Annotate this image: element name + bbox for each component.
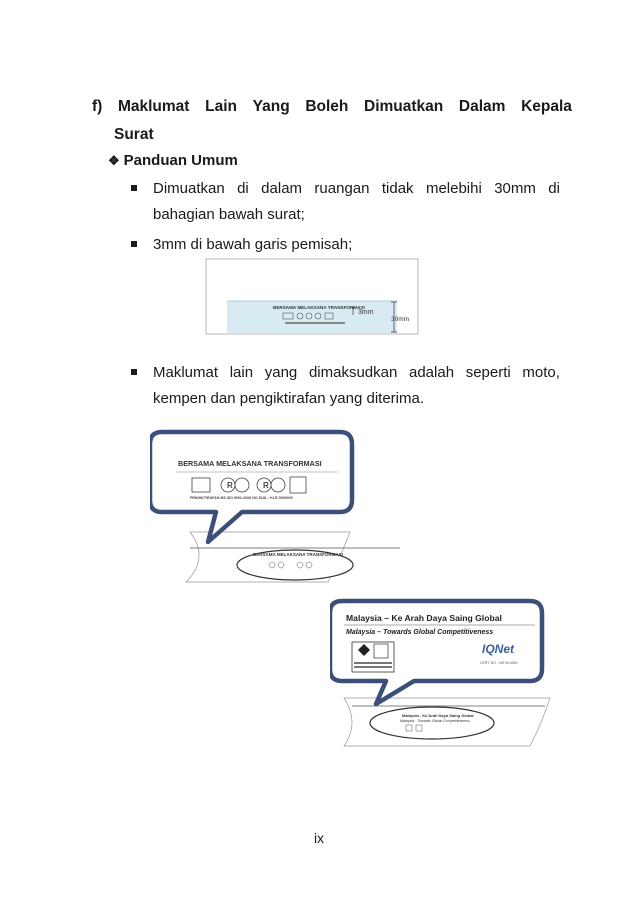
page-number: ix	[313, 830, 325, 846]
bullet-1-line-1	[153, 176, 560, 202]
bullet-3-word: lain	[229, 364, 254, 381]
subsection-title	[108, 152, 238, 169]
heading-word: Lain	[205, 98, 237, 115]
bullet-3-line-1	[153, 360, 560, 386]
square-bullet-icon	[131, 185, 137, 191]
bullet-3-word: seperti	[465, 364, 511, 381]
highlight-ellipse	[370, 707, 494, 739]
small-title: BERSAMA MELAKSANA TRANSFORMASI	[253, 552, 343, 557]
heading-word: Dimuatkan	[364, 98, 444, 115]
banner-text: BERSAMA MELAKSANA TRANSFORMASI	[273, 305, 365, 310]
diamond-bullet-icon: ❖	[108, 153, 120, 168]
cert-number: CERT. NO. : AR 00-0000	[480, 661, 518, 665]
bullet-3-word: yang	[264, 364, 298, 381]
heading-word: Yang	[252, 98, 290, 115]
bullet-1-word: melebihi	[425, 180, 482, 197]
bullet-3-word: adalah	[409, 364, 455, 381]
small-title: Malaysia - Ke Arah Daya Saing Global	[402, 713, 474, 718]
svg-text:R: R	[263, 481, 269, 490]
bullet-3-word: moto,	[522, 364, 560, 381]
square-bullet-icon	[131, 241, 137, 247]
bullet-3-word: Maklumat	[153, 364, 219, 381]
bullet-item-1	[153, 176, 560, 228]
small-subtitle: Malaysia - Towards Global Competitiveness	[400, 719, 470, 723]
bullet-1-word: ruangan	[314, 180, 370, 197]
letterhead-footer-diagram	[205, 258, 420, 336]
callout-title: BERSAMA MELAKSANA TRANSFORMASI	[178, 459, 322, 468]
bullet-item-3	[153, 360, 560, 412]
iqnet-logo: IQNet	[482, 642, 515, 656]
heading-line-2: Surat	[114, 126, 154, 143]
bullet-1-word: di	[237, 180, 249, 197]
heading-word: Boleh	[305, 98, 349, 115]
cert-line	[285, 322, 345, 324]
bullet-item-2: 3mm di bawah garis pemisah;	[153, 236, 353, 253]
dim-3mm-label: 3mm	[358, 309, 374, 316]
bullet-1-word: tidak	[381, 180, 414, 197]
callout-subtitle: Malaysia – Towards Global Competitiveness	[346, 629, 494, 636]
heading-word: Maklumat	[117, 98, 190, 115]
heading-line-1	[92, 93, 572, 121]
heading-word: Dalam	[458, 98, 506, 115]
cert-text: PENGIKTIRAFAN MS ISO 9001:2008 NO SIJIL : KLR 0000000	[190, 496, 293, 500]
heading-word: f)	[92, 98, 103, 115]
example-motto-callout-1	[150, 428, 430, 586]
bullet-3-word: dimaksudkan	[308, 364, 398, 381]
square-bullet-icon	[131, 369, 137, 375]
svg-text:R: R	[227, 481, 233, 490]
bullet-1-line-2: bahagian bawah surat;	[153, 206, 305, 223]
callout-bubble	[150, 432, 352, 542]
bullet-3-line-2: kempen dan pengiktirafan yang diterima.	[153, 390, 424, 407]
bullet-1-word: dalam	[261, 180, 303, 197]
bullet-1-word: Dimuatkan	[153, 180, 225, 197]
certification-logos	[352, 642, 394, 672]
bullet-1-word: di	[548, 180, 560, 197]
example-motto-callout-2	[330, 598, 560, 748]
subsection-title-text: Panduan Umum	[123, 152, 238, 169]
callout-title: Malaysia – Ke Arah Daya Saing Global	[346, 613, 502, 623]
bullet-1-word: 30mm	[494, 180, 536, 197]
dim-30mm-label: 30mm	[391, 316, 410, 323]
section-heading	[92, 93, 572, 149]
heading-word: Kepala	[521, 98, 572, 115]
